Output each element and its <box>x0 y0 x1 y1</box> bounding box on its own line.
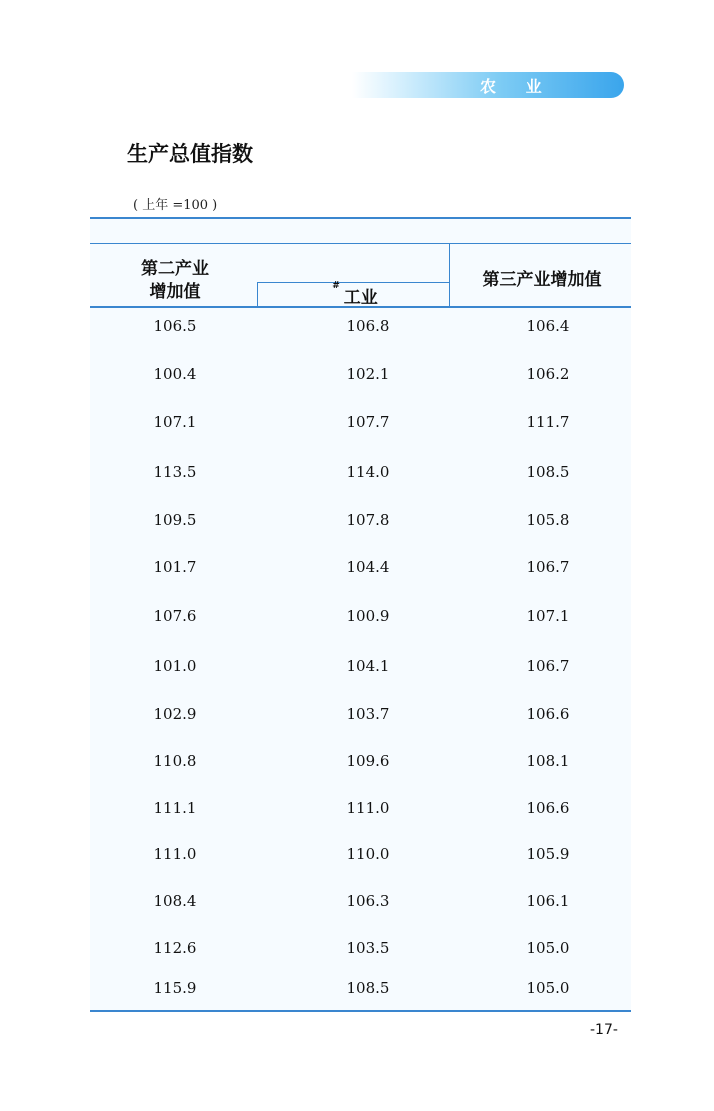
table-cell: 106.7 <box>526 657 570 675</box>
table-cell: 103.5 <box>346 939 390 957</box>
table-cell: 111.1 <box>153 799 197 817</box>
table-cell: 107.6 <box>153 607 197 625</box>
table-cell: 107.1 <box>526 607 570 625</box>
industry-mark: # <box>332 281 340 291</box>
table-cell: 108.1 <box>526 752 570 770</box>
table-cell: 103.7 <box>346 705 390 723</box>
table-row <box>90 413 631 443</box>
table-cell: 108.5 <box>346 979 390 997</box>
table-row <box>90 511 631 541</box>
table-cell: 106.3 <box>346 892 390 910</box>
table-cell: 106.6 <box>526 705 570 723</box>
table-cell: 106.6 <box>526 799 570 817</box>
table-row <box>90 705 631 735</box>
industry-label: 工业 <box>343 288 378 308</box>
table-row <box>90 558 631 588</box>
table-cell: 105.0 <box>526 939 570 957</box>
table-cell: 107.1 <box>153 413 197 431</box>
table-row <box>90 845 631 875</box>
table-row <box>90 657 631 687</box>
header-top-rule <box>90 243 631 244</box>
unit-note: ( 上年 =100 ) <box>133 198 218 213</box>
table-row <box>90 939 631 969</box>
table-cell: 113.5 <box>153 463 197 481</box>
table-cell: 101.7 <box>153 558 197 576</box>
header-tertiary-industry: 第三产业增加值 <box>482 270 602 290</box>
header-column-divider <box>449 243 450 307</box>
table-row <box>90 799 631 829</box>
table-cell: 102.1 <box>346 365 390 383</box>
table-cell: 100.4 <box>153 365 197 383</box>
table-cell: 112.6 <box>153 939 197 957</box>
table-cell: 105.9 <box>526 845 570 863</box>
section-label: 农 业 <box>480 77 554 96</box>
table-cell: 111.7 <box>526 413 570 431</box>
table-cell: 106.5 <box>153 317 197 335</box>
table-cell: 111.0 <box>346 799 390 817</box>
header-industry <box>275 283 435 308</box>
table-cell: 114.0 <box>346 463 390 481</box>
table-cell: 110.0 <box>346 845 390 863</box>
table-cell: 102.9 <box>153 705 197 723</box>
table-cell: 106.7 <box>526 558 570 576</box>
table-row <box>90 317 631 347</box>
table-cell: 101.0 <box>153 657 197 675</box>
table-cell: 105.8 <box>526 511 570 529</box>
table-row <box>90 892 631 922</box>
table-row <box>90 463 631 493</box>
table-cell: 106.4 <box>526 317 570 335</box>
table-cell: 109.6 <box>346 752 390 770</box>
page-title: 生产总值指数 <box>127 142 253 166</box>
table-cell: 106.1 <box>526 892 570 910</box>
table-cell: 100.9 <box>346 607 390 625</box>
table-cell: 107.8 <box>346 511 390 529</box>
table-cell: 108.4 <box>153 892 197 910</box>
table-cell: 105.0 <box>526 979 570 997</box>
data-table <box>90 217 631 1012</box>
table-cell: 109.5 <box>153 511 197 529</box>
table-cell: 108.5 <box>526 463 570 481</box>
table-row <box>90 979 631 1009</box>
table-cell: 115.9 <box>153 979 197 997</box>
table-cell: 106.2 <box>526 365 570 383</box>
section-tab <box>352 72 624 98</box>
table-cell: 107.7 <box>346 413 390 431</box>
table-row <box>90 365 631 395</box>
table-cell: 104.1 <box>346 657 390 675</box>
header-secondary-industry-line2: 增加值 <box>149 282 201 302</box>
table-row <box>90 607 631 637</box>
table-cell: 104.4 <box>346 558 390 576</box>
subheader-left-rule <box>257 282 258 307</box>
table-cell: 106.8 <box>346 317 390 335</box>
header-secondary-industry-line1: 第二产业 <box>141 259 209 279</box>
table-row <box>90 752 631 782</box>
table-cell: 111.0 <box>153 845 197 863</box>
table-cell: 110.8 <box>153 752 197 770</box>
page-number: -17- <box>590 1022 618 1038</box>
